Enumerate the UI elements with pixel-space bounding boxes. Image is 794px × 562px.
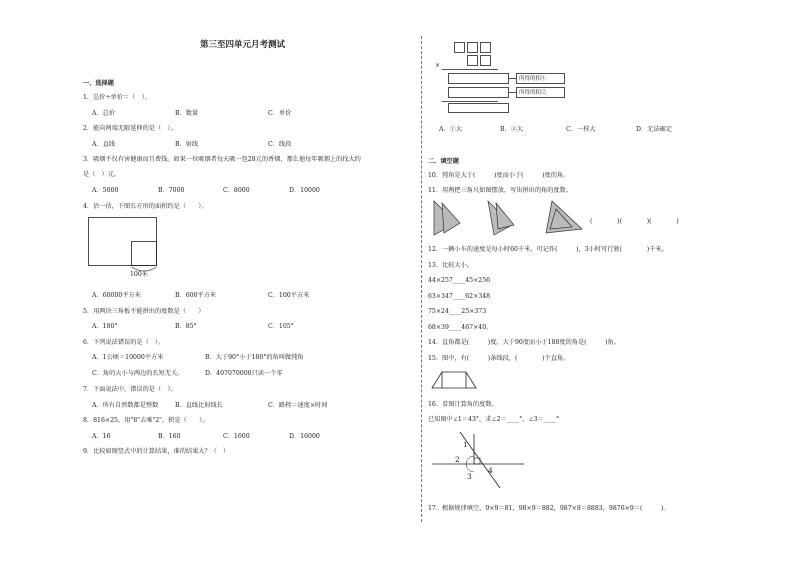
q13-row-3: 75×24____25×373	[428, 308, 487, 315]
q14-text: 14．直角都是( )度，大于90度而小于180度的角是( )角。	[428, 339, 620, 346]
q4-side-label: 100米	[130, 271, 148, 278]
page-title: 第三至四单元月考测试	[200, 40, 286, 50]
q15-trapezoid-figure	[430, 368, 480, 392]
q8-option-b: B．160	[158, 433, 181, 440]
q6-option-b: B．大于90°小于180°的角叫做钝角	[205, 354, 304, 361]
q13-stem: 13．比较大小。	[428, 262, 473, 269]
q9-vertical-multiplication-figure	[432, 42, 572, 114]
q11-stem: 11．用两把三角尺如图摆放，写出拼出的角的度数。	[428, 187, 572, 194]
q16-angle-label-1: 1	[463, 440, 468, 449]
q9-product-label-1: 所得的积①	[519, 76, 547, 82]
q4-stem: 4．估一估，下图长方形的面积约是（ ）。	[83, 203, 208, 210]
section-fill-heading: 二、填空题	[428, 158, 459, 165]
q1-option-b: B．数量	[175, 110, 199, 117]
q4-rectangle-figure	[88, 217, 168, 279]
q16-angle-label-3: 3	[467, 472, 472, 481]
q7-stem: 7．下面说法中，错误的是（ ）。	[83, 386, 177, 393]
q8-option-c: C．1600	[223, 433, 250, 440]
q11-answer-blanks: ( )( )( )	[590, 218, 679, 225]
q9-option-a: A．①大	[439, 126, 463, 133]
q16-angle-figure	[432, 430, 532, 490]
q1-stem: 1．总价÷单价＝（ ）。	[83, 94, 151, 101]
q9-option-b: B．②大	[500, 126, 524, 133]
q3-option-c: C．8000	[223, 187, 250, 194]
q9-stem: 9．比较如图竖式中的计算结果，谁的结果大？（ ）	[83, 448, 230, 455]
q16-angle-label-4: 4	[488, 466, 493, 475]
q8-stem: 8．816×25，用"8"去乘"2"，积是（ ）。	[83, 417, 209, 424]
q15-text: 15．图中，有( )条线段，( )个直角。	[428, 355, 570, 362]
q16-given: 已知图中∠1＝43°，求∠2＝____°，∠3＝____°	[428, 416, 560, 423]
q9-option-d: D．无法确定	[636, 126, 672, 133]
q2-option-c: C．线段	[268, 141, 292, 148]
q7-option-b: B．直线比射线长	[175, 402, 223, 409]
section-choice-heading: 一、选择题	[83, 80, 114, 87]
q3-option-d: D．10000	[289, 187, 320, 194]
q16-angle-label-2: 2	[455, 455, 460, 464]
q11-triangle-rulers-figure	[432, 199, 592, 239]
q5-option-c: C．105°	[268, 323, 294, 330]
q4-option-a: A．60000平方米	[92, 292, 141, 299]
q5-option-b: B．85°	[175, 323, 197, 330]
q3-option-a: A．5000	[92, 187, 119, 194]
q3-stem-line1: 3．吸烟不仅有害健康而且费钱。如果一位吸烟者每天吸一包28元的香烟，那么他每年吸烟上的找大约	[83, 156, 361, 163]
q8-option-a: A．16	[92, 433, 111, 440]
q13-row-2: 63×347____62×348	[428, 293, 491, 300]
q8-option-d: D．16000	[289, 433, 320, 440]
q6-option-d: D．407070000只读一个零	[205, 370, 283, 377]
q3-option-b: B．7000	[158, 187, 185, 194]
q6-option-c: C．角的大小与两边的长短无关。	[92, 370, 184, 377]
q9-product-label-2: 所得的积②	[519, 90, 547, 96]
q7-option-c: C．路程＝速度×时间	[268, 402, 328, 409]
q4-option-c: C．100平方米	[268, 292, 310, 299]
q6-option-a: A．1公顷＝10000平方米	[92, 354, 164, 361]
q2-option-b: B．射线	[175, 141, 199, 148]
q13-row-1: 44×257____45×256	[428, 277, 491, 284]
q5-stem: 5．用两块三角板不能拼出的度数是（ ）	[83, 308, 205, 315]
q16-stem: 16．看图计算角的度数。	[428, 401, 498, 408]
q2-option-a: A．直线	[92, 141, 116, 148]
q17-text: 17．根据规律填空，9×9＝81，98×9＝882，987×8＝8883，9876×9＝( )。	[428, 505, 670, 512]
column-divider	[421, 36, 422, 522]
q3-stem-line2: 是（ ）元。	[83, 171, 121, 178]
q10-text: 10．钝角是大于( )度而小于( )度的角。	[428, 172, 570, 179]
q1-option-c: C．单价	[268, 110, 292, 117]
q6-stem: 6．下列说法错误的是（ ）。	[83, 339, 165, 346]
q5-option-a: A．180°	[92, 323, 118, 330]
q9-times-sign: ×	[435, 62, 441, 69]
q13-row-4: 68×39____467×40。	[428, 324, 493, 331]
q2-stem: 2．能向两端无限延伸的是（ ）。	[83, 125, 177, 132]
q7-option-a: A．所有自然数都是整数	[92, 402, 159, 409]
q1-option-a: A．总价	[92, 110, 116, 117]
q4-option-b: B．600平方米	[175, 292, 217, 299]
q12-text: 12．一辆小车的速度是每小时60千米，可记作( )，3小时可行驶( )千米。	[428, 246, 668, 253]
q9-option-c: C．一样大	[566, 126, 596, 133]
